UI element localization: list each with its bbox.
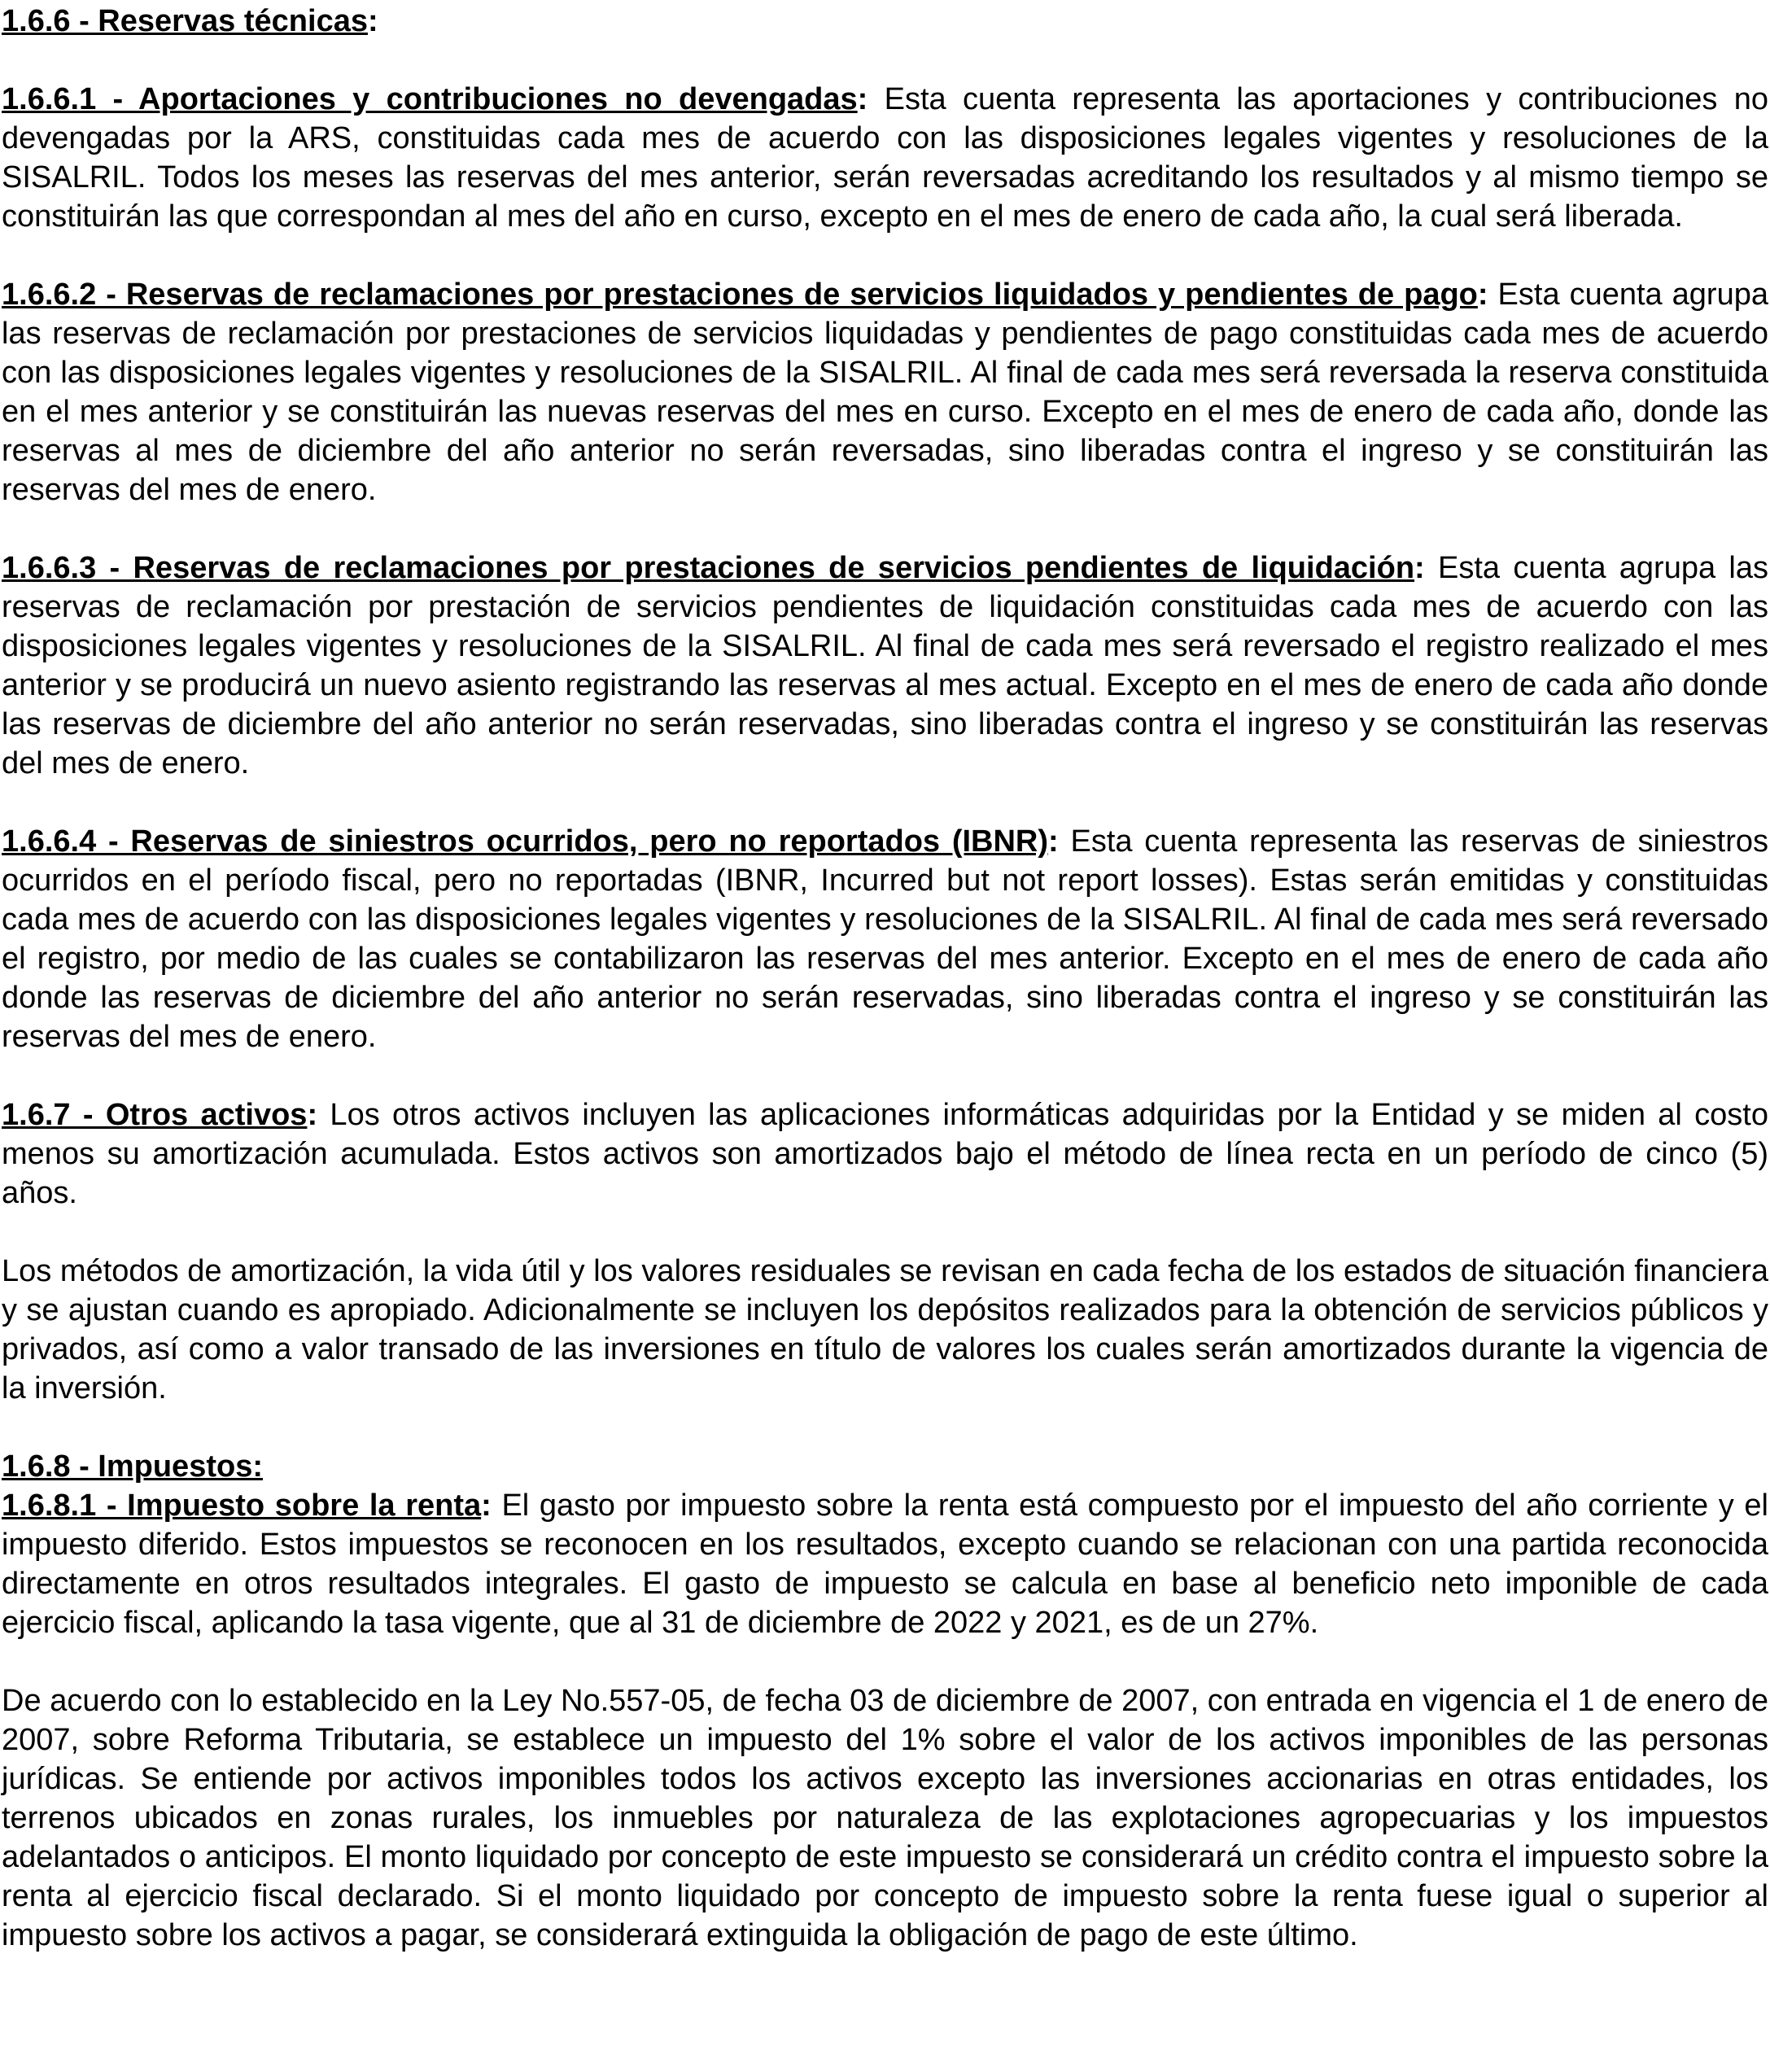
paragraph-body: Esta cuenta agrupa las reservas de reclamación por prestaciones de servicios liquidadas y pendientes de pago constituidas cada mes de acuerdo con las disposiciones legales vigentes y resoluciones de la SISALRIL. Al final de cada mes será reversada la reserva constituida en el mes anterior y se constituirán las nuevas reservas del mes en curso. Excepto en el mes de enero de cada año, donde las reservas al mes de diciembre del año anterior no serán reversadas, sino liberadas contra el ingreso y se constituirán las reservas del mes de enero. (2, 278, 1768, 507)
paragraph-1-6-6-3 (2, 549, 1768, 783)
title-colon: : (1048, 824, 1059, 859)
paragraph-body: Esta cuenta representa las aportaciones y contribuciones no devengadas por la ARS, constituidas cada mes de acuerdo con las disposiciones legales vigentes y resoluciones de la SISALRIL. Todos los meses las reservas del mes anterior, serán reversadas acreditando los resultados y al mismo tiempo se constituirán las que correspondan al mes del año en curso, excepto en el mes de enero de cada año, la cual será liberada. (2, 82, 1768, 234)
title-colon: : (857, 82, 868, 116)
paragraph-body: El gasto por impuesto sobre la renta está compuesto por el impuesto del año corriente y el impuesto diferido. Estos impuestos se reconocen en los resultados, excepto cuando se relacionan con una partida reconocida directamente en otros resultados integrales. El gasto de impuesto se calcula en base al beneficio neto imponible de cada ejercicio fiscal, aplicando la tasa vigente, que al 31 de diciembre de 2022 y 2021, es de un 27%. (2, 1488, 1768, 1640)
title-colon: : (1477, 278, 1488, 312)
section-heading-text: 1.6.8 - Impuestos: (2, 1449, 263, 1484)
paragraph-1-6-6-2 (2, 275, 1768, 509)
paragraph-1-6-8-1 (2, 1486, 1768, 1642)
subsection-title-1-6-6-3: 1.6.6.3 - Reservas de reclamaciones por prestaciones de servicios pendientes de liquidación (2, 551, 1415, 585)
paragraph-ley-557-05: De acuerdo con lo establecido en la Ley No.557-05, de fecha 03 de diciembre de 2007, con entrada en vigencia el 1 de enero de 2007, sobre Reforma Tributaria, se establece un impuesto del 1% sobre el valor de los activos imponibles de las personas jurídicas. Se entiende por activos imponibles todos los activos excepto las inversiones accionarias en otras entidades, los terrenos ubicados en zonas rurales, los inmuebles por naturaleza de las explotaciones agropecuarias y los impuestos adelantados o anticipos. El monto liquidado por concepto de este impuesto se considerará un crédito contra el impuesto sobre la renta al ejercicio fiscal declarado. Si el monto liquidado por concepto de impuesto sobre la renta fuese igual o superior al impuesto sobre los activos a pagar, se considerará extinguida la obligación de pago de este último. (2, 1684, 1768, 1952)
title-colon: : (307, 1098, 318, 1132)
subsection-title-1-6-8-1: 1.6.8.1 - Impuesto sobre la renta (2, 1488, 482, 1523)
title-colon: : (481, 1488, 492, 1523)
section-heading-text: 1.6.6 - Reservas técnicas (2, 4, 368, 38)
title-colon: : (1414, 551, 1425, 585)
subsection-title-1-6-6-1: 1.6.6.1 - Aportaciones y contribuciones no devengadas (2, 82, 858, 116)
paragraph-amortization: Los métodos de amortización, la vida útil y los valores residuales se revisan en cada fecha de los estados de situación financiera y se ajustan cuando es apropiado. Adicionalmente se incluyen los depósitos realizados para la obtención de servicios públicos y privados, así como a valor transado de las inversiones en título de valores los cuales serán amortizados durante la vigencia de la inversión. (2, 1254, 1768, 1405)
heading-colon: : (367, 4, 378, 38)
paragraph-body: Esta cuenta representa las reservas de siniestros ocurridos en el período fiscal, pero no reportadas (IBNR, Incurred but not report losses). Estas serán emitidas y constituidas cada mes de acuerdo con las disposiciones legales vigentes y resoluciones de la SISALRIL. Al final de cada mes será reversado el registro, por medio de las cuales se contabilizaron las reservas del mes anterior. Excepto en el mes de enero de cada año donde las reservas de diciembre del año anterior no serán reservadas, sino liberadas contra el ingreso y se constituirán las reservas del mes de enero. (2, 824, 1768, 1054)
section-1-6-6-heading (2, 2, 1768, 41)
paragraph-1-6-7 (2, 1095, 1768, 1213)
paragraph-1-6-6-4 (2, 822, 1768, 1056)
subsection-title-1-6-6-2: 1.6.6.2 - Reservas de reclamaciones por prestaciones de servicios liquidados y pendientes de pago (2, 278, 1478, 312)
paragraph-body: Los otros activos incluyen las aplicaciones informáticas adquiridas por la Entidad y se miden al costo menos su amortización acumulada. Estos activos son amortizados bajo el método de línea recta en un período de cinco (5) años. (2, 1098, 1768, 1210)
subsection-title-1-6-7: 1.6.7 - Otros activos (2, 1098, 308, 1132)
paragraph-body: Esta cuenta agrupa las reservas de reclamación por prestación de servicios pendientes de liquidación constituidas cada mes de acuerdo con las disposiciones legales vigentes y resoluciones de la SISALRIL. Al final de cada mes será reversado el registro realizado el mes anterior y se producirá un nuevo asiento registrando las reservas al mes actual. Excepto en el mes de enero de cada año donde las reservas de diciembre del año anterior no serán reservadas, sino liberadas contra el ingreso y se constituirán las reservas del mes de enero. (2, 551, 1768, 780)
paragraph-1-6-6-1 (2, 80, 1768, 236)
subsection-title-1-6-6-4: 1.6.6.4 - Reservas de siniestros ocurridos, pero no reportados (IBNR) (2, 824, 1049, 859)
section-1-6-8-heading (2, 1447, 1768, 1486)
